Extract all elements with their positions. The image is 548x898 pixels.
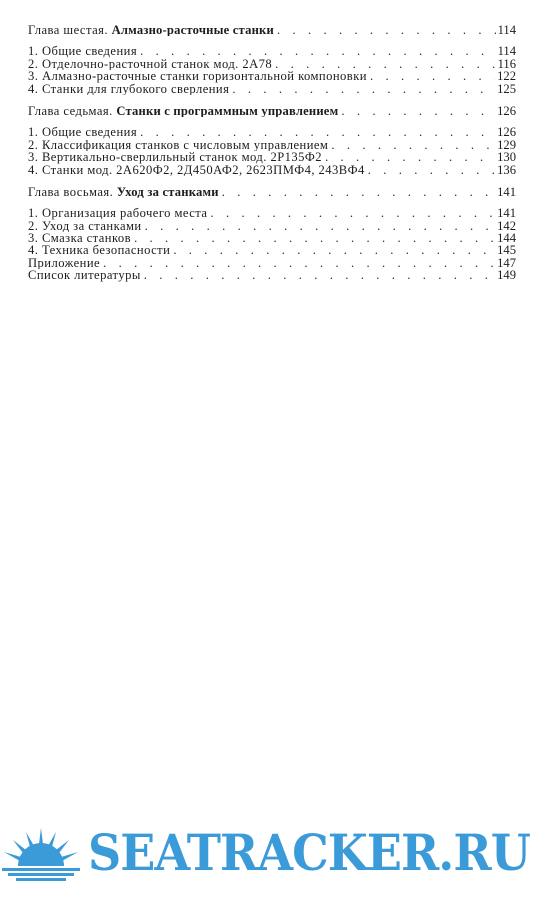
- toc-entry-label: 1. Общие сведения: [28, 45, 138, 58]
- chapter-8-page: 141: [497, 185, 516, 199]
- toc-entry: [28, 70, 516, 82]
- toc-appendix-label: Приложение: [28, 256, 101, 270]
- chapter-8-label: [28, 186, 219, 198]
- toc-entry-page: 130: [497, 151, 516, 164]
- dot-leader: [170, 244, 495, 256]
- toc-entry-page: 126: [497, 126, 516, 139]
- dot-leader: [272, 58, 495, 70]
- toc-entry-label: 3. Алмазно-расточные станки горизонтальной компоновки: [28, 70, 367, 83]
- chapter-8-prefix: Глава восьмая.: [28, 185, 114, 199]
- dot-leader: [338, 105, 495, 117]
- chapter-7-prefix: Глава седьмая.: [28, 104, 113, 118]
- dot-leader: [365, 164, 495, 176]
- toc-entry-label: 3. Смазка станков: [28, 232, 132, 245]
- toc-entry-label: 2. Отделочно-расточной станок мод. 2А78: [28, 57, 273, 71]
- chapter-6-section: [28, 24, 516, 95]
- toc-entry-label: 4. Станки мод. 2А620Ф2, 2Д450АФ2, 2623ПМФ4, 243ВФ4: [28, 163, 365, 176]
- toc-entry-page: 114: [497, 45, 516, 58]
- toc-entry-page: 116: [497, 57, 516, 71]
- toc-entry-label: 3. Вертикально-сверлильный станок мод. 2Р135Ф2: [28, 151, 323, 164]
- toc-entry-label: 4. Техника безопасности: [28, 244, 171, 257]
- toc-entry: [28, 220, 516, 232]
- toc-references: [28, 269, 516, 281]
- toc-entry: [28, 164, 516, 176]
- toc-entry: [28, 45, 516, 57]
- dot-leader: [219, 186, 495, 198]
- dot-leader: [328, 139, 495, 151]
- dot-leader: [322, 151, 495, 163]
- toc-entry-page: 122: [497, 70, 516, 83]
- toc-entry-label: 1. Общие сведения: [28, 126, 138, 139]
- chapter-7-section: [28, 105, 516, 176]
- watermark: [0, 812, 548, 898]
- chapter-8-title: Уход за станками: [116, 185, 219, 199]
- dot-leader: [141, 269, 495, 281]
- toc-references-label: Список литературы: [28, 269, 141, 282]
- chapter-7-title: Станки с программным управлением: [116, 104, 339, 118]
- toc-entry-page: 129: [497, 138, 516, 152]
- chapter-7-page: 126: [497, 104, 516, 118]
- toc-entry-page: 142: [497, 219, 516, 233]
- chapter-8-section: [28, 186, 516, 282]
- toc-entry-label: 4. Станки для глубокого сверления: [28, 82, 230, 95]
- chapter-6-title: Алмазно-расточные станки: [111, 24, 274, 37]
- toc-entry-label: 2. Классификация станков с числовым управлением: [28, 138, 329, 152]
- toc-entry: [28, 126, 516, 138]
- toc-appendix-page: 147: [497, 256, 516, 270]
- toc-entry: [28, 207, 516, 219]
- toc-entry-page: 125: [497, 82, 516, 95]
- dot-leader: [367, 70, 495, 82]
- toc-entry-page: 145: [497, 244, 516, 257]
- chapter-8-heading: [28, 186, 516, 198]
- sun-logo-icon: [2, 826, 80, 884]
- dot-leader: [207, 207, 495, 219]
- toc-entry-page: 141: [497, 207, 516, 220]
- chapter-6-prefix: Глава шестая.: [28, 24, 108, 37]
- dot-leader: [137, 45, 495, 57]
- toc-entry-label: 2. Уход за станками: [28, 219, 142, 233]
- dot-leader: [100, 257, 495, 269]
- dot-leader: [131, 232, 495, 244]
- toc-entry: [28, 58, 516, 70]
- dot-leader: [142, 220, 495, 232]
- watermark-text: SEATRACKER.RU: [88, 823, 530, 882]
- toc-appendix: [28, 257, 516, 269]
- toc-entry: [28, 83, 516, 95]
- chapter-7-heading: [28, 105, 516, 117]
- chapter-6-heading: [28, 24, 516, 36]
- dot-leader: [229, 83, 495, 95]
- dot-leader: [274, 24, 496, 36]
- toc-entry: [28, 244, 516, 256]
- toc-entry-label: 1. Организация рабочего места: [28, 207, 208, 220]
- chapter-6-page: 114: [497, 24, 516, 37]
- chapter-6-label: [28, 24, 274, 36]
- toc-entry: [28, 151, 516, 163]
- chapter-7-label: [28, 105, 338, 117]
- toc-entry: [28, 232, 516, 244]
- toc-entry-page: 144: [497, 232, 516, 245]
- toc-entry-page: 136: [497, 163, 516, 176]
- dot-leader: [137, 126, 495, 138]
- toc-entry: [28, 139, 516, 151]
- table-of-contents: [28, 24, 516, 282]
- toc-references-page: 149: [497, 269, 516, 282]
